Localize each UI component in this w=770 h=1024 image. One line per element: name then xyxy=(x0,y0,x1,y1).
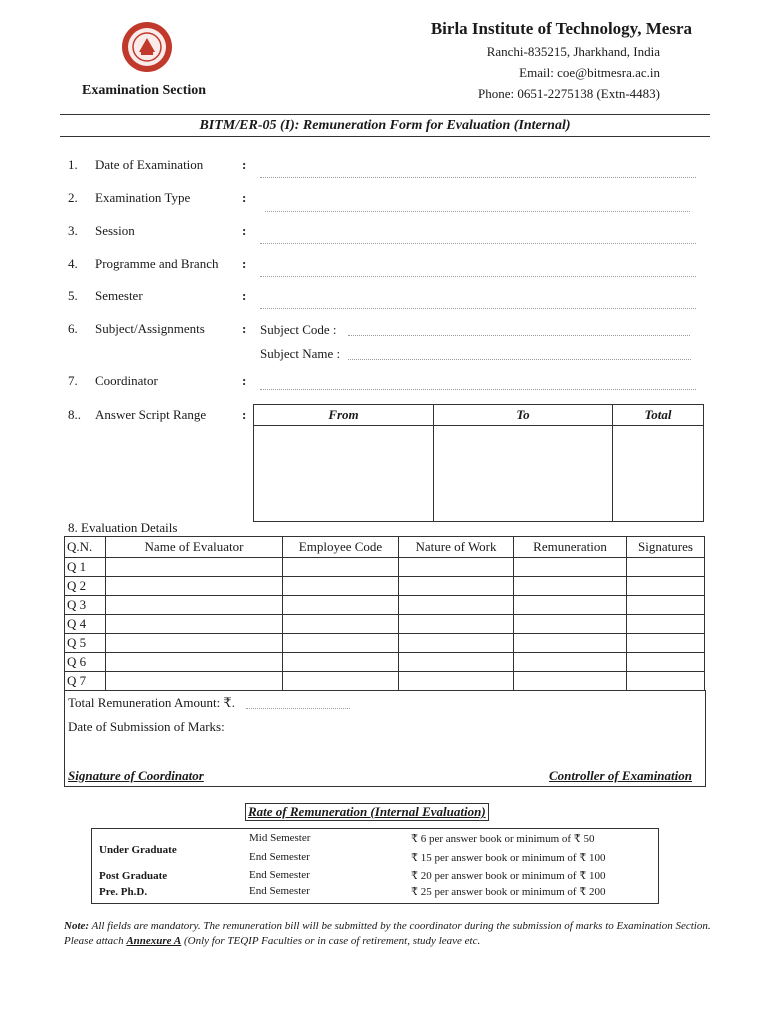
table-row xyxy=(65,634,705,653)
field-number: 5. xyxy=(68,288,78,303)
table-row xyxy=(65,672,705,691)
institute-address: Ranchi-835215, Jharkhand, India xyxy=(486,44,660,59)
annexure-a-link[interactable]: Annexure A xyxy=(126,935,182,947)
signature-cell[interactable] xyxy=(627,596,705,615)
rate-of-remuneration-title: Rate of Remuneration (Internal Evaluation) xyxy=(245,803,489,821)
rate-value: ₹ 20 per answer book or minimum of ₹ 100 xyxy=(411,870,606,882)
field-number: 7. xyxy=(68,373,78,388)
nature-of-work-cell[interactable] xyxy=(399,653,514,672)
table-row xyxy=(65,558,705,577)
rate-value: ₹ 6 per answer book or minimum of ₹ 50 xyxy=(411,833,595,845)
semester-field[interactable] xyxy=(260,308,696,309)
institute-phone: Phone: 0651-2275138 (Extn-4483) xyxy=(478,86,660,101)
date-of-submission-label: Date of Submission of Marks: xyxy=(68,719,225,734)
employee-code-cell[interactable] xyxy=(283,596,399,615)
evaluator-cell[interactable] xyxy=(106,577,283,596)
field-label-semester: Semester xyxy=(95,288,143,303)
nature-of-work-cell[interactable] xyxy=(399,577,514,596)
nature-of-work-cell[interactable] xyxy=(399,558,514,577)
evaluator-cell[interactable] xyxy=(106,596,283,615)
column-header-evaluator: Name of Evaluator xyxy=(106,537,283,558)
remuneration-cell[interactable] xyxy=(514,615,627,634)
nature-of-work-cell[interactable] xyxy=(399,615,514,634)
signature-of-coordinator: Signature of Coordinator xyxy=(68,768,204,783)
total-remuneration-field[interactable] xyxy=(246,708,350,709)
header-rule-top xyxy=(60,114,710,115)
field-colon: : xyxy=(242,407,247,422)
answer-script-range-table xyxy=(253,404,704,522)
examination-type-field[interactable] xyxy=(265,211,690,212)
table-row xyxy=(65,653,705,672)
note-text: All fields are mandatory. The remuneration bill will be submitted by the coordinator during the submission of marks to Examination Section. Please attach xyxy=(64,920,711,947)
nature-of-work-cell[interactable] xyxy=(399,596,514,615)
subject-name-field[interactable] xyxy=(348,359,691,360)
employee-code-cell[interactable] xyxy=(283,615,399,634)
field-colon: : xyxy=(242,190,247,205)
form-title: BITM/ER-05 (I): Remuneration Form for Evaluation (Internal) xyxy=(199,118,571,133)
range-header-from: From xyxy=(254,405,434,426)
signature-cell[interactable] xyxy=(627,558,705,577)
signature-cell[interactable] xyxy=(627,577,705,596)
signature-cell[interactable] xyxy=(627,615,705,634)
signature-cell[interactable] xyxy=(627,653,705,672)
signature-cell[interactable] xyxy=(627,634,705,653)
programme-and-branch-field[interactable] xyxy=(260,276,696,277)
institute-name: Birla Institute of Technology, Mesra xyxy=(430,19,692,38)
field-number: 6. xyxy=(68,321,78,336)
controller-of-examination: Controller of Examination xyxy=(548,768,692,783)
field-number: 8.. xyxy=(68,407,81,422)
rate-category-under-graduate: Under Graduate xyxy=(99,844,177,856)
note-label: Note: xyxy=(64,920,90,932)
table-header-row xyxy=(65,537,705,558)
qn-cell: Q 2 xyxy=(65,577,106,596)
employee-code-cell[interactable] xyxy=(283,634,399,653)
total-remuneration-label: Total Remuneration Amount: ₹. xyxy=(68,695,235,710)
field-label-programme-and-branch: Programme and Branch xyxy=(95,256,219,271)
remuneration-cell[interactable] xyxy=(514,672,627,691)
column-header-employee-code: Employee Code xyxy=(283,537,399,558)
evaluator-cell[interactable] xyxy=(106,672,283,691)
header-rule-bottom xyxy=(60,136,710,137)
rate-term: End Semester xyxy=(249,869,310,881)
session-field[interactable] xyxy=(260,243,696,244)
column-header-nature-of-work: Nature of Work xyxy=(399,537,514,558)
qn-cell: Q 7 xyxy=(65,672,106,691)
field-colon: : xyxy=(242,256,247,271)
rate-category-pre-phd: Pre. Ph.D. xyxy=(99,886,148,898)
range-from-cell[interactable] xyxy=(254,426,434,522)
field-colon: : xyxy=(242,288,247,303)
qn-cell: Q 4 xyxy=(65,615,106,634)
employee-code-cell[interactable] xyxy=(283,672,399,691)
rate-value: ₹ 15 per answer book or minimum of ₹ 100 xyxy=(411,852,606,864)
field-colon: : xyxy=(242,373,247,388)
qn-cell: Q 5 xyxy=(65,634,106,653)
qn-cell: Q 3 xyxy=(65,596,106,615)
coordinator-field[interactable] xyxy=(260,389,696,390)
column-header-signatures: Signatures xyxy=(627,537,705,558)
field-colon: : xyxy=(242,321,247,336)
remuneration-cell[interactable] xyxy=(514,596,627,615)
rate-category-post-graduate: Post Graduate xyxy=(99,870,168,882)
field-label-examination-type: Examination Type xyxy=(95,190,191,205)
nature-of-work-cell[interactable] xyxy=(399,634,514,653)
rate-term: Mid Semester xyxy=(249,832,311,844)
range-header-total: Total xyxy=(613,405,704,426)
field-label-coordinator: Coordinator xyxy=(95,373,158,388)
field-label-date-of-examination: Date of Examination xyxy=(95,157,204,172)
column-header-qn: Q.N. xyxy=(65,537,106,558)
remuneration-cell[interactable] xyxy=(514,634,627,653)
employee-code-cell[interactable] xyxy=(283,558,399,577)
employee-code-cell[interactable] xyxy=(283,653,399,672)
note-text-end: (Only for TEQIP Faculties or in case of retirement, study leave etc. xyxy=(181,935,481,947)
qn-cell: Q 6 xyxy=(65,653,106,672)
date-of-examination-field[interactable] xyxy=(260,177,696,178)
subject-code-label: Subject Code : xyxy=(260,322,337,337)
subject-code-field[interactable] xyxy=(348,335,690,336)
remuneration-cell[interactable] xyxy=(514,558,627,577)
employee-code-cell[interactable] xyxy=(283,577,399,596)
signature-cell[interactable] xyxy=(627,672,705,691)
field-number: 3. xyxy=(68,223,78,238)
field-label-session: Session xyxy=(95,223,135,238)
column-header-remuneration: Remuneration xyxy=(514,537,627,558)
rate-value: ₹ 25 per answer book or minimum of ₹ 200 xyxy=(411,886,606,898)
institute-email: Email: coe@bitmesra.ac.in xyxy=(519,65,660,80)
field-label-answer-script-range: Answer Script Range xyxy=(95,407,207,422)
evaluator-cell[interactable] xyxy=(106,634,283,653)
evaluator-cell[interactable] xyxy=(106,615,283,634)
field-colon: : xyxy=(242,223,247,238)
rate-term: End Semester xyxy=(249,885,310,897)
range-header-to: To xyxy=(434,405,613,426)
field-label-subject-assignments: Subject/Assignments xyxy=(95,321,205,336)
range-total-cell[interactable] xyxy=(613,426,704,522)
field-number: 4. xyxy=(68,256,78,271)
table-row xyxy=(65,615,705,634)
nature-of-work-cell[interactable] xyxy=(399,672,514,691)
mandatory-note xyxy=(64,919,714,949)
table-row xyxy=(65,577,705,596)
evaluator-cell[interactable] xyxy=(106,558,283,577)
remuneration-cell[interactable] xyxy=(514,577,627,596)
remuneration-cell[interactable] xyxy=(514,653,627,672)
qn-cell: Q 1 xyxy=(65,558,106,577)
evaluation-details-heading: 8. Evaluation Details xyxy=(68,520,178,535)
institute-logo-icon xyxy=(121,21,173,73)
range-to-cell[interactable] xyxy=(434,426,613,522)
evaluator-cell[interactable] xyxy=(106,653,283,672)
field-number: 2. xyxy=(68,190,78,205)
field-colon: : xyxy=(242,157,247,172)
field-number: 1. xyxy=(68,157,78,172)
rate-term: End Semester xyxy=(249,851,310,863)
table-row xyxy=(65,596,705,615)
subject-name-label: Subject Name : xyxy=(260,346,341,361)
evaluation-details-table xyxy=(64,536,705,691)
examination-section-label: Examination Section xyxy=(82,83,207,98)
